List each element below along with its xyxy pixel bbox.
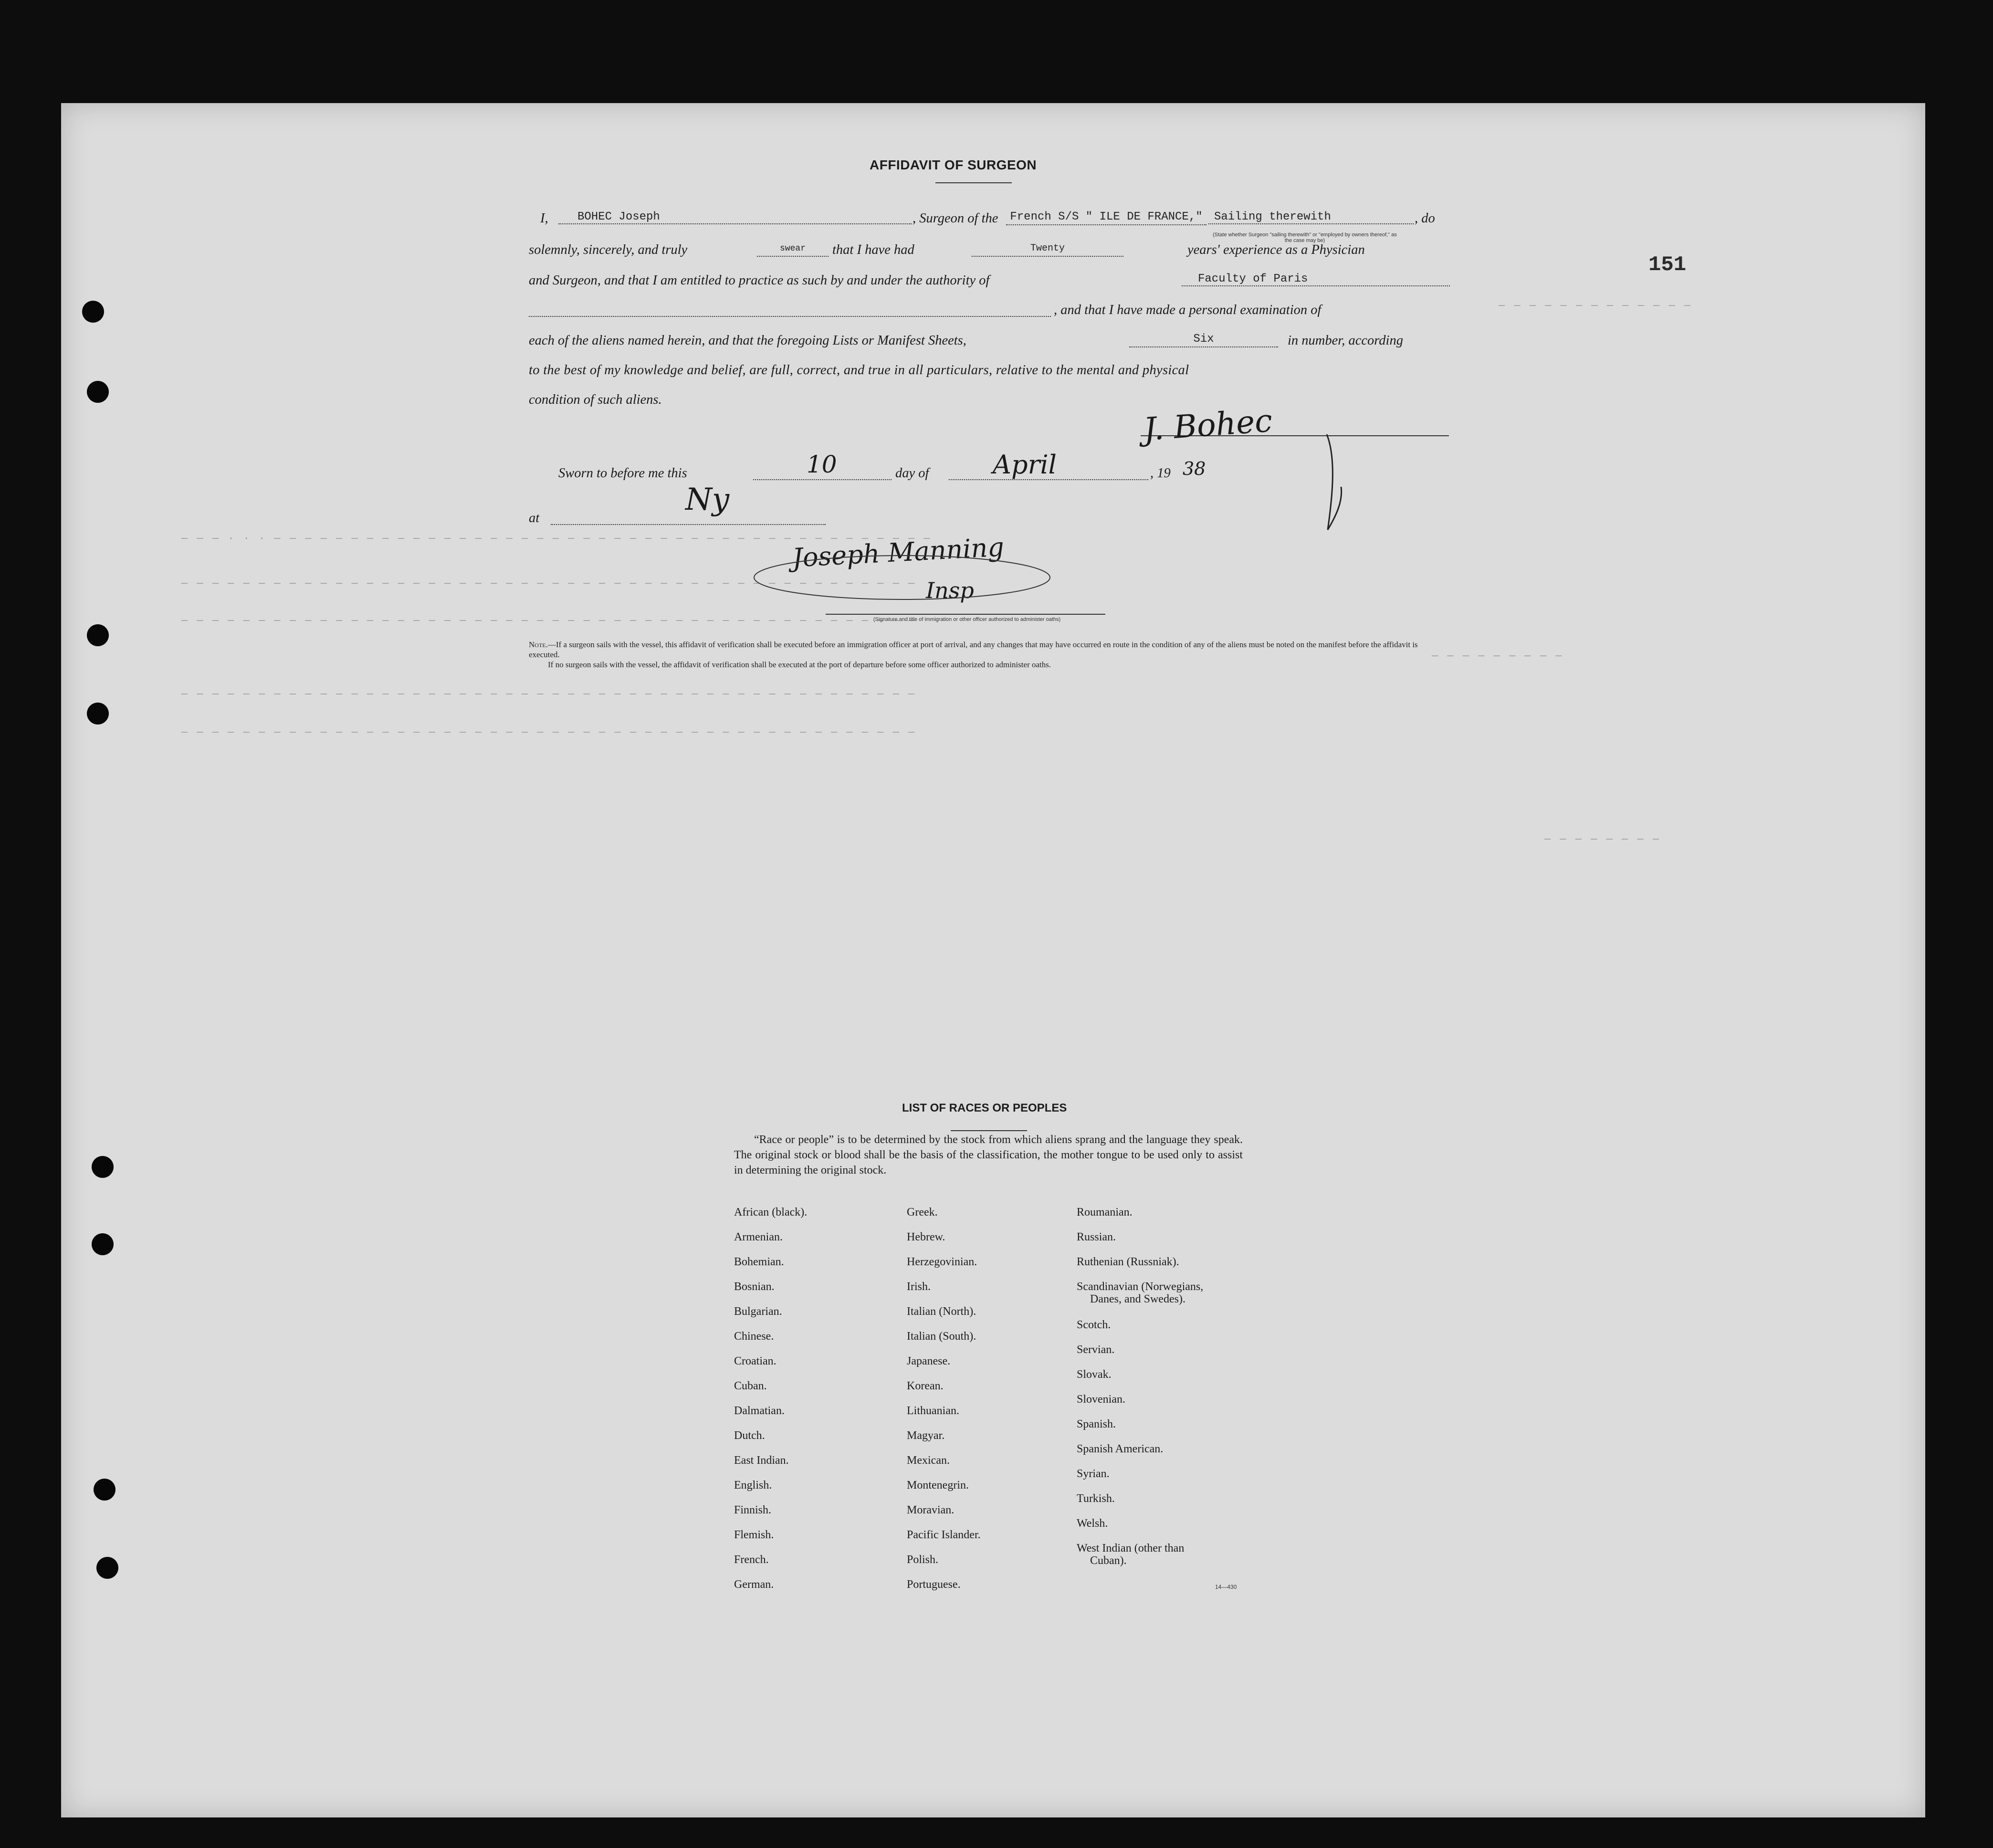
race-item: East Indian. — [734, 1454, 789, 1467]
punch-hole — [96, 1557, 118, 1579]
punch-hole — [92, 1233, 114, 1255]
affidavit-line-2 — [529, 242, 1450, 269]
sworn-line — [529, 466, 1450, 493]
affidavit-note — [529, 640, 1450, 670]
punch-hole — [94, 1479, 115, 1501]
race-item: Bohemian. — [734, 1256, 784, 1268]
sailing-instruction: (State whether Surgeon "sailing therewith" or "employed by owners thereof," as the case may be) — [1213, 232, 1397, 243]
officer-signature-line — [826, 614, 1105, 615]
race-item: Croatian. — [734, 1355, 776, 1367]
race-item-line: Scandinavian (Norwegians, — [1077, 1281, 1204, 1293]
affidavit-text: Sworn to before me this — [558, 466, 687, 481]
bleed-through-text: — — — — — — — — — [1544, 833, 1661, 845]
race-item: Slovak. — [1077, 1368, 1112, 1381]
affidavit-text: and Surgeon, and that I am entitled to practice as such by and under the authority of — [529, 273, 990, 288]
race-item: Magyar. — [907, 1429, 945, 1442]
affidavit-line-5 — [529, 333, 1450, 360]
race-item: Armenian. — [734, 1231, 783, 1243]
race-item: Korean. — [907, 1380, 944, 1392]
race-item-line: Cuban). — [1090, 1554, 1127, 1567]
race-item: Lithuanian. — [907, 1405, 959, 1417]
race-item: Cuban. — [734, 1380, 767, 1392]
bleed-through-text: — — — — — — — — — — [1432, 650, 1563, 662]
bleed-through-text: — — — · · · — — — — — — — — — — — — — — — — — — — — — — — — — — — — — — — — — — — — — — — — — — — — [181, 533, 932, 545]
day-handwriting: 10 — [807, 451, 837, 478]
race-item: Syrian. — [1077, 1468, 1110, 1480]
affidavit-line-4 — [529, 303, 1450, 329]
punch-hole — [87, 381, 109, 403]
affidavit-text: years' experience as a Physician — [1187, 242, 1365, 257]
affidavit-text: day of — [895, 466, 929, 481]
races-intro: “Race or people” is to be determined by the stock from which aliens sprang and the language they speak. The original stock or blood shall be the basis of the classification, the mother tongue to be used only to assist in determining the original stock. — [734, 1134, 1243, 1176]
oath-field: swear — [757, 242, 829, 257]
race-item: Russian. — [1077, 1231, 1116, 1243]
race-item: Italian (North). — [907, 1305, 976, 1318]
race-item-line: West Indian (other than — [1077, 1542, 1185, 1554]
authority-field-continued — [529, 303, 1051, 317]
race-item: Italian (South). — [907, 1330, 976, 1343]
sailing-status-field: Sailing therewith — [1208, 211, 1414, 224]
punch-hole — [82, 301, 104, 323]
race-item: French. — [734, 1554, 769, 1566]
race-item: Chinese. — [734, 1330, 774, 1343]
race-item: Slovenian. — [1077, 1393, 1125, 1406]
race-item: Roumanian. — [1077, 1206, 1133, 1218]
sheets-count-field: Six — [1129, 333, 1278, 347]
year-handwriting: 38 — [1183, 458, 1206, 479]
officer-title: Insp — [926, 578, 974, 603]
vessel-name-field: French S/S " ILE DE FRANCE," — [1006, 211, 1206, 225]
race-item: Polish. — [907, 1554, 939, 1566]
document-sheet — [61, 103, 1925, 1817]
bleed-through-text: — — — — — — — — — — — — — — — — — — — — — — — — — — — — — — — — — — — — — — — — — — — — — — — — — [181, 615, 916, 627]
affidavit-text: , 19 — [1150, 466, 1171, 481]
race-item: Bulgarian. — [734, 1305, 782, 1318]
races-title: LIST OF RACES OR PEOPLES — [902, 1102, 1067, 1114]
races-column-1 — [734, 1207, 807, 1604]
race-item: German. — [734, 1578, 774, 1591]
race-item: Welsh. — [1077, 1517, 1108, 1530]
officer-caption: (Signature and title of immigration or other officer authorized to administer oaths) — [873, 617, 1061, 622]
affidavit-text: solemnly, sincerely, and truly — [529, 242, 688, 257]
race-item: Dutch. — [734, 1429, 765, 1442]
note-text-2: If no surgeon sails with the vessel, the affidavit of verification shall be executed at the port of departure before some officer authorized to administer oaths. — [548, 660, 1051, 669]
race-item: Pacific Islander. — [907, 1529, 981, 1541]
note-text-1: —If a surgeon sails with the vessel, this affidavit of verification shall be executed before an immigration officer at port of arrival, and any changes that may have occurred en route in the condition of any of the aliens must be noted on the manifest before the affidavit is executed. — [529, 640, 1418, 659]
years-field: Twenty — [972, 242, 1123, 257]
race-item: Hebrew. — [907, 1231, 945, 1243]
affidavit-text: , Surgeon of the — [913, 211, 998, 226]
race-item: English. — [734, 1479, 772, 1491]
race-item: Japanese. — [907, 1355, 951, 1367]
affidavit-text: at — [529, 511, 540, 525]
affidavit-line-7 — [529, 392, 1450, 419]
race-item-multiline — [1077, 1281, 1203, 1319]
affidavit-text: each of the aliens named herein, and that the foregoing Lists or Manifest Sheets, — [529, 333, 966, 348]
race-item: Scotch. — [1077, 1319, 1111, 1331]
page-number: 151 — [1648, 253, 1687, 277]
affidavit-title: AFFIDAVIT OF SURGEON — [870, 158, 1037, 172]
race-item: Ruthenian (Russniak). — [1077, 1256, 1179, 1268]
surgeon-name-field: BOHEC Joseph — [558, 211, 912, 224]
race-item: Herzegovinian. — [907, 1256, 977, 1268]
race-item: Moravian. — [907, 1504, 955, 1516]
race-item: Servian. — [1077, 1344, 1115, 1356]
race-item: Irish. — [907, 1281, 931, 1293]
race-item: African (black). — [734, 1206, 808, 1218]
race-item: Greek. — [907, 1206, 938, 1218]
affidavit-text: to the best of my knowledge and belief, are full, correct, and true in all particulars, relative to the mental and physical — [529, 363, 1189, 378]
surgeon-signature: J. Bohec — [1142, 402, 1274, 448]
race-item: Spanish. — [1077, 1418, 1116, 1430]
race-item: Dalmatian. — [734, 1405, 785, 1417]
bleed-through-text: — — — — — — — — — — — — — — [1499, 300, 1692, 312]
punch-hole — [92, 1156, 114, 1178]
punch-hole — [87, 624, 109, 646]
officer-signature-flourish — [745, 544, 1059, 616]
affidavit-text: , do — [1415, 211, 1435, 226]
month-handwriting: April — [993, 450, 1057, 480]
note-label: Note. — [529, 640, 548, 649]
bleed-through-text: — — — — — — — — — — — — — — — — — — — — — — — — — — — — — — — — — — — — — — — — — — — — — — — — — [181, 726, 916, 738]
affidavit-text: I, — [540, 211, 548, 226]
race-item: Turkish. — [1077, 1492, 1115, 1505]
affidavit-text: condition of such aliens. — [529, 392, 662, 407]
authority-field: Faculty of Paris — [1182, 273, 1450, 286]
affidavit-line-6 — [529, 363, 1450, 389]
race-item: Finnish. — [734, 1504, 772, 1516]
affidavit-text: that I have had — [832, 242, 914, 257]
race-item: Bosnian. — [734, 1281, 775, 1293]
bleed-through-text: — — — — — — — — — — — — — — — — — — — — — — — — — — — — — — — — — — — — — — — — — — — — — — — — — [181, 578, 916, 589]
races-title-rule — [951, 1130, 1027, 1131]
race-item: Spanish American. — [1077, 1443, 1164, 1455]
race-item: Portuguese. — [907, 1578, 961, 1591]
race-item-line: Danes, and Swedes). — [1090, 1293, 1185, 1305]
affidavit-text: in number, according — [1288, 333, 1403, 348]
punch-hole — [87, 703, 109, 724]
affidavit-text: , and that I have made a personal examination of — [1054, 303, 1322, 317]
race-item-multiline — [1077, 1543, 1203, 1571]
race-item: Montenegrin. — [907, 1479, 969, 1491]
place-handwriting: Ny — [685, 482, 730, 517]
affidavit-line-3 — [529, 273, 1450, 300]
officer-signature: Joseph Manning — [791, 532, 1005, 573]
title-rule — [935, 182, 1012, 183]
races-column-3 — [1077, 1207, 1203, 1571]
race-item: Flemish. — [734, 1529, 774, 1541]
form-code: 14—430 — [1215, 1584, 1237, 1590]
bleed-through-text: — — — — — — — — — — — — — — — — — — — — — — — — — — — — — — — — — — — — — — — — — — — — — — — — — [181, 688, 916, 700]
race-item: Mexican. — [907, 1454, 950, 1467]
races-column-2 — [907, 1207, 981, 1604]
